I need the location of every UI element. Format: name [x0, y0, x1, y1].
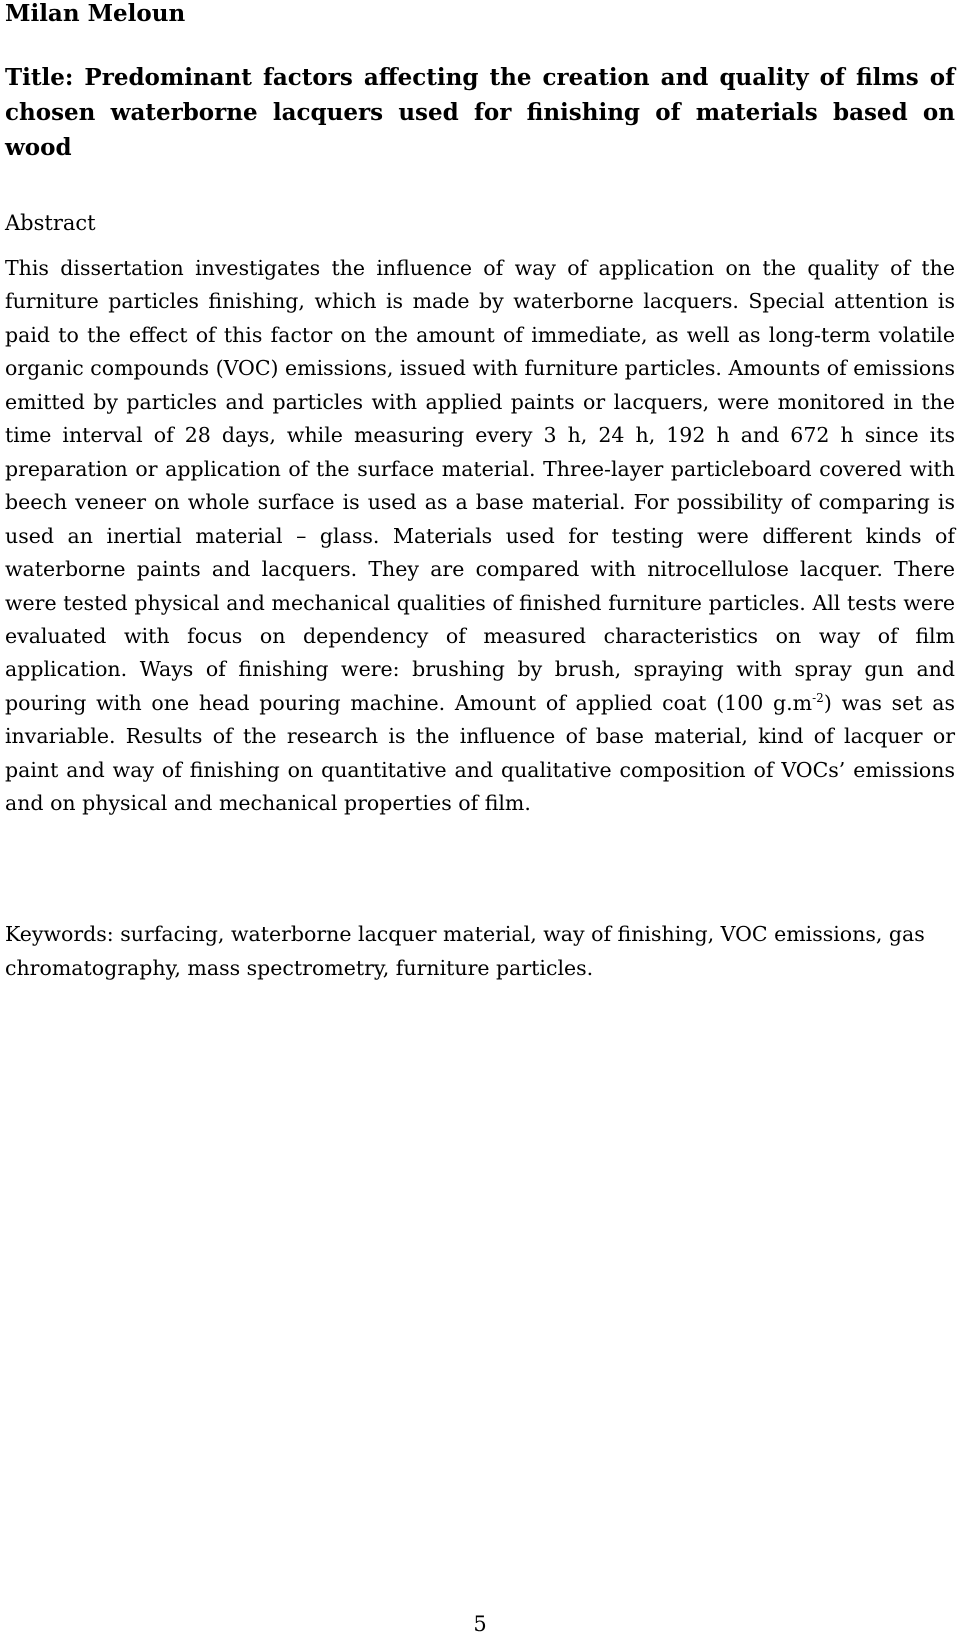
keywords: Keywords: surfacing, waterborne lacquer material, way of finishing, VOC emissions, gas chromatography, mass spectrometry, furniture particles.: [5, 922, 925, 980]
title-label: Title:: [5, 64, 74, 91]
page-number: 5: [473, 1612, 487, 1636]
thesis-title: [5, 60, 955, 165]
abstract-body: [5, 252, 955, 821]
abstract-text-part-2: ) was set as invariable. Results of the research is the influence of base material, kind of lacquer or paint and way of finishing on quantitative and qualitative composition of VOCs’ emissions and on physical and mechanical properties of film.: [5, 690, 956, 816]
abstract-text-part-1: This dissertation investigates the influence of way of application on the quality of the furniture particles finishing, which is made by waterborne lacquers. Special attention is paid to the effect of this factor on the amount of immediate, as well as long-term volatile organic compounds (VOC) emissions, issued with furniture particles. Amounts of emissions emitted by particles and particles with applied paints or lacquers, were monitored in the time interval of 28 days, while measuring every 3 h, 24 h, 192 h and 672 h since its preparation or application of the surface material. Three-layer particleboard covered with beech veneer on whole surface is used as a base material. For possibility of comparing is used an inertial material – glass. Materials used for testing were different kinds of waterborne paints and lacquers. They are compared with nitrocellulose lacquer. There were tested physical and mechanical qualities of finished furniture particles. All tests were evaluated with focus on dependency of measured characteristics on way of film application. Ways of finishing were: brushing by brush, spraying with spray gun and pouring with one head pouring machine. Amount of applied coat (100 g.m: [5, 256, 955, 715]
title-text: Predominant factors affecting the creation and quality of films of chosen waterborne lacquers used for finishing of materials based on wood: [5, 64, 955, 161]
abstract-heading: Abstract: [5, 211, 96, 235]
document-page: [5, 0, 955, 1640]
unit-superscript: -2: [812, 691, 824, 706]
author-name: Milan Meloun: [5, 0, 186, 27]
